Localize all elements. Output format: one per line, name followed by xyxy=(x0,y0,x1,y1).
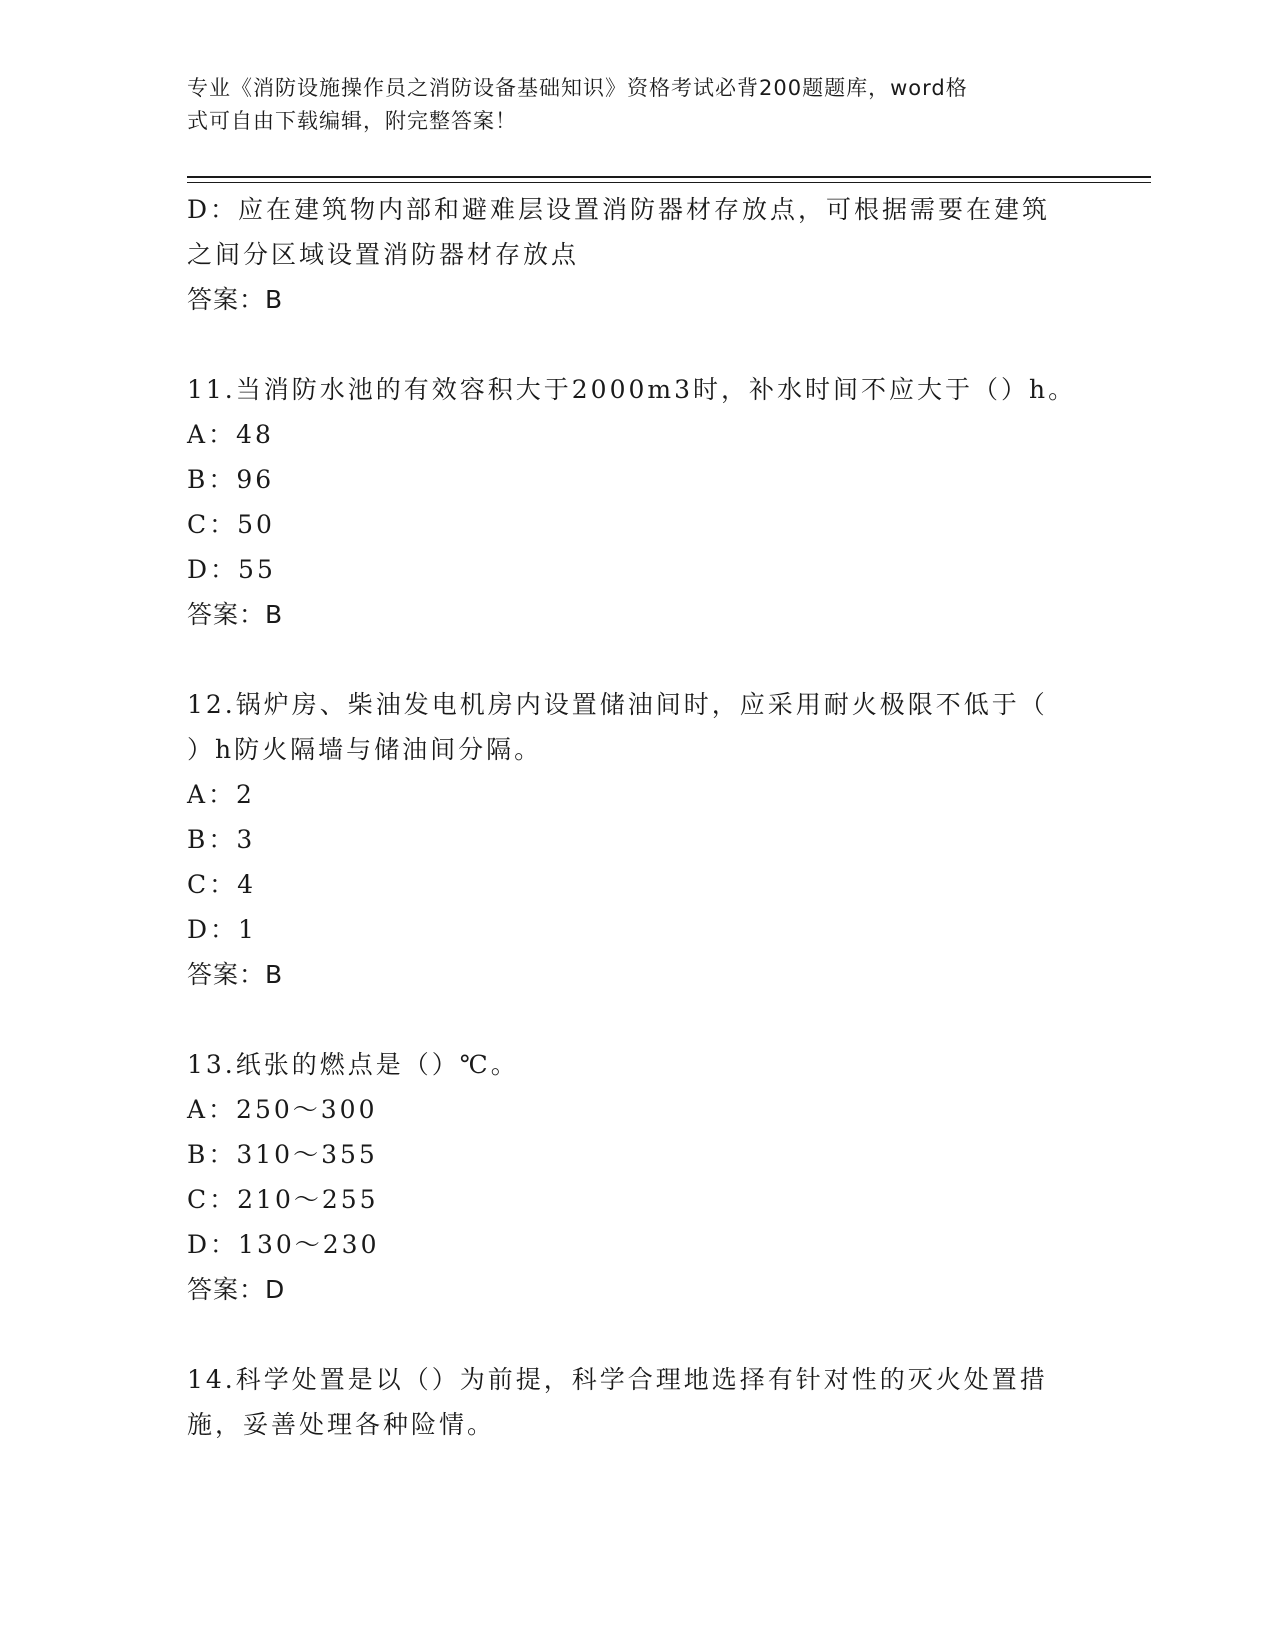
question-10-tail xyxy=(187,187,1087,322)
option-d: D：130～230 xyxy=(187,1230,380,1259)
answer: 答案：B xyxy=(187,960,284,989)
option-d: D：1 xyxy=(187,915,257,944)
question-13 xyxy=(187,1042,1087,1312)
option-d: D：55 xyxy=(187,555,276,584)
option-d-continued: 之间分区域设置消防器材存放点 xyxy=(187,240,580,269)
option-d: D：应在建筑物内部和避难层设置消防器材存放点，可根据需要在建筑 xyxy=(187,195,1051,224)
header-rule-thick xyxy=(187,176,1151,178)
option-b: B：96 xyxy=(187,465,275,494)
option-b: B：310～355 xyxy=(187,1140,378,1169)
header-line-2: 式可自由下载编辑，附完整答案！ xyxy=(187,109,517,133)
option-c: C：50 xyxy=(187,510,275,539)
spacer xyxy=(187,1312,1087,1357)
answer: 答案：D xyxy=(187,1275,286,1304)
option-c: C：4 xyxy=(187,870,257,899)
header-rule-thin xyxy=(187,182,1151,183)
document-header xyxy=(187,72,1067,138)
question-stem-continued: 施，妥善处理各种险情。 xyxy=(187,1410,496,1439)
spacer xyxy=(187,637,1087,682)
spacer xyxy=(187,322,1087,367)
question-stem: 14.科学处置是以（）为前提，科学合理地选择有针对性的灭火处置措 xyxy=(187,1365,1048,1394)
question-12 xyxy=(187,682,1087,997)
option-b: B：3 xyxy=(187,825,256,854)
question-stem: 11.当消防水池的有效容积大于2000m3时，补水时间不应大于（）h。 xyxy=(187,375,1077,404)
option-c: C：210～255 xyxy=(187,1185,379,1214)
question-11 xyxy=(187,367,1087,637)
question-stem: 12.锅炉房、柴油发电机房内设置储油间时，应采用耐火极限不低于（ xyxy=(187,690,1048,719)
question-stem-continued: ）h防火隔墙与储油间分隔。 xyxy=(187,735,543,764)
option-a: A：2 xyxy=(187,780,255,809)
answer: 答案：B xyxy=(187,285,284,314)
document-body xyxy=(187,187,1087,1447)
question-14 xyxy=(187,1357,1087,1447)
answer: 答案：B xyxy=(187,600,284,629)
question-stem: 13.纸张的燃点是（）℃。 xyxy=(187,1050,519,1079)
option-a: A：48 xyxy=(187,420,274,449)
spacer xyxy=(187,997,1087,1042)
header-line-1: 专业《消防设施操作员之消防设备基础知识》资格考试必背200题题库，word格 xyxy=(187,76,968,100)
option-a: A：250～300 xyxy=(187,1095,378,1124)
